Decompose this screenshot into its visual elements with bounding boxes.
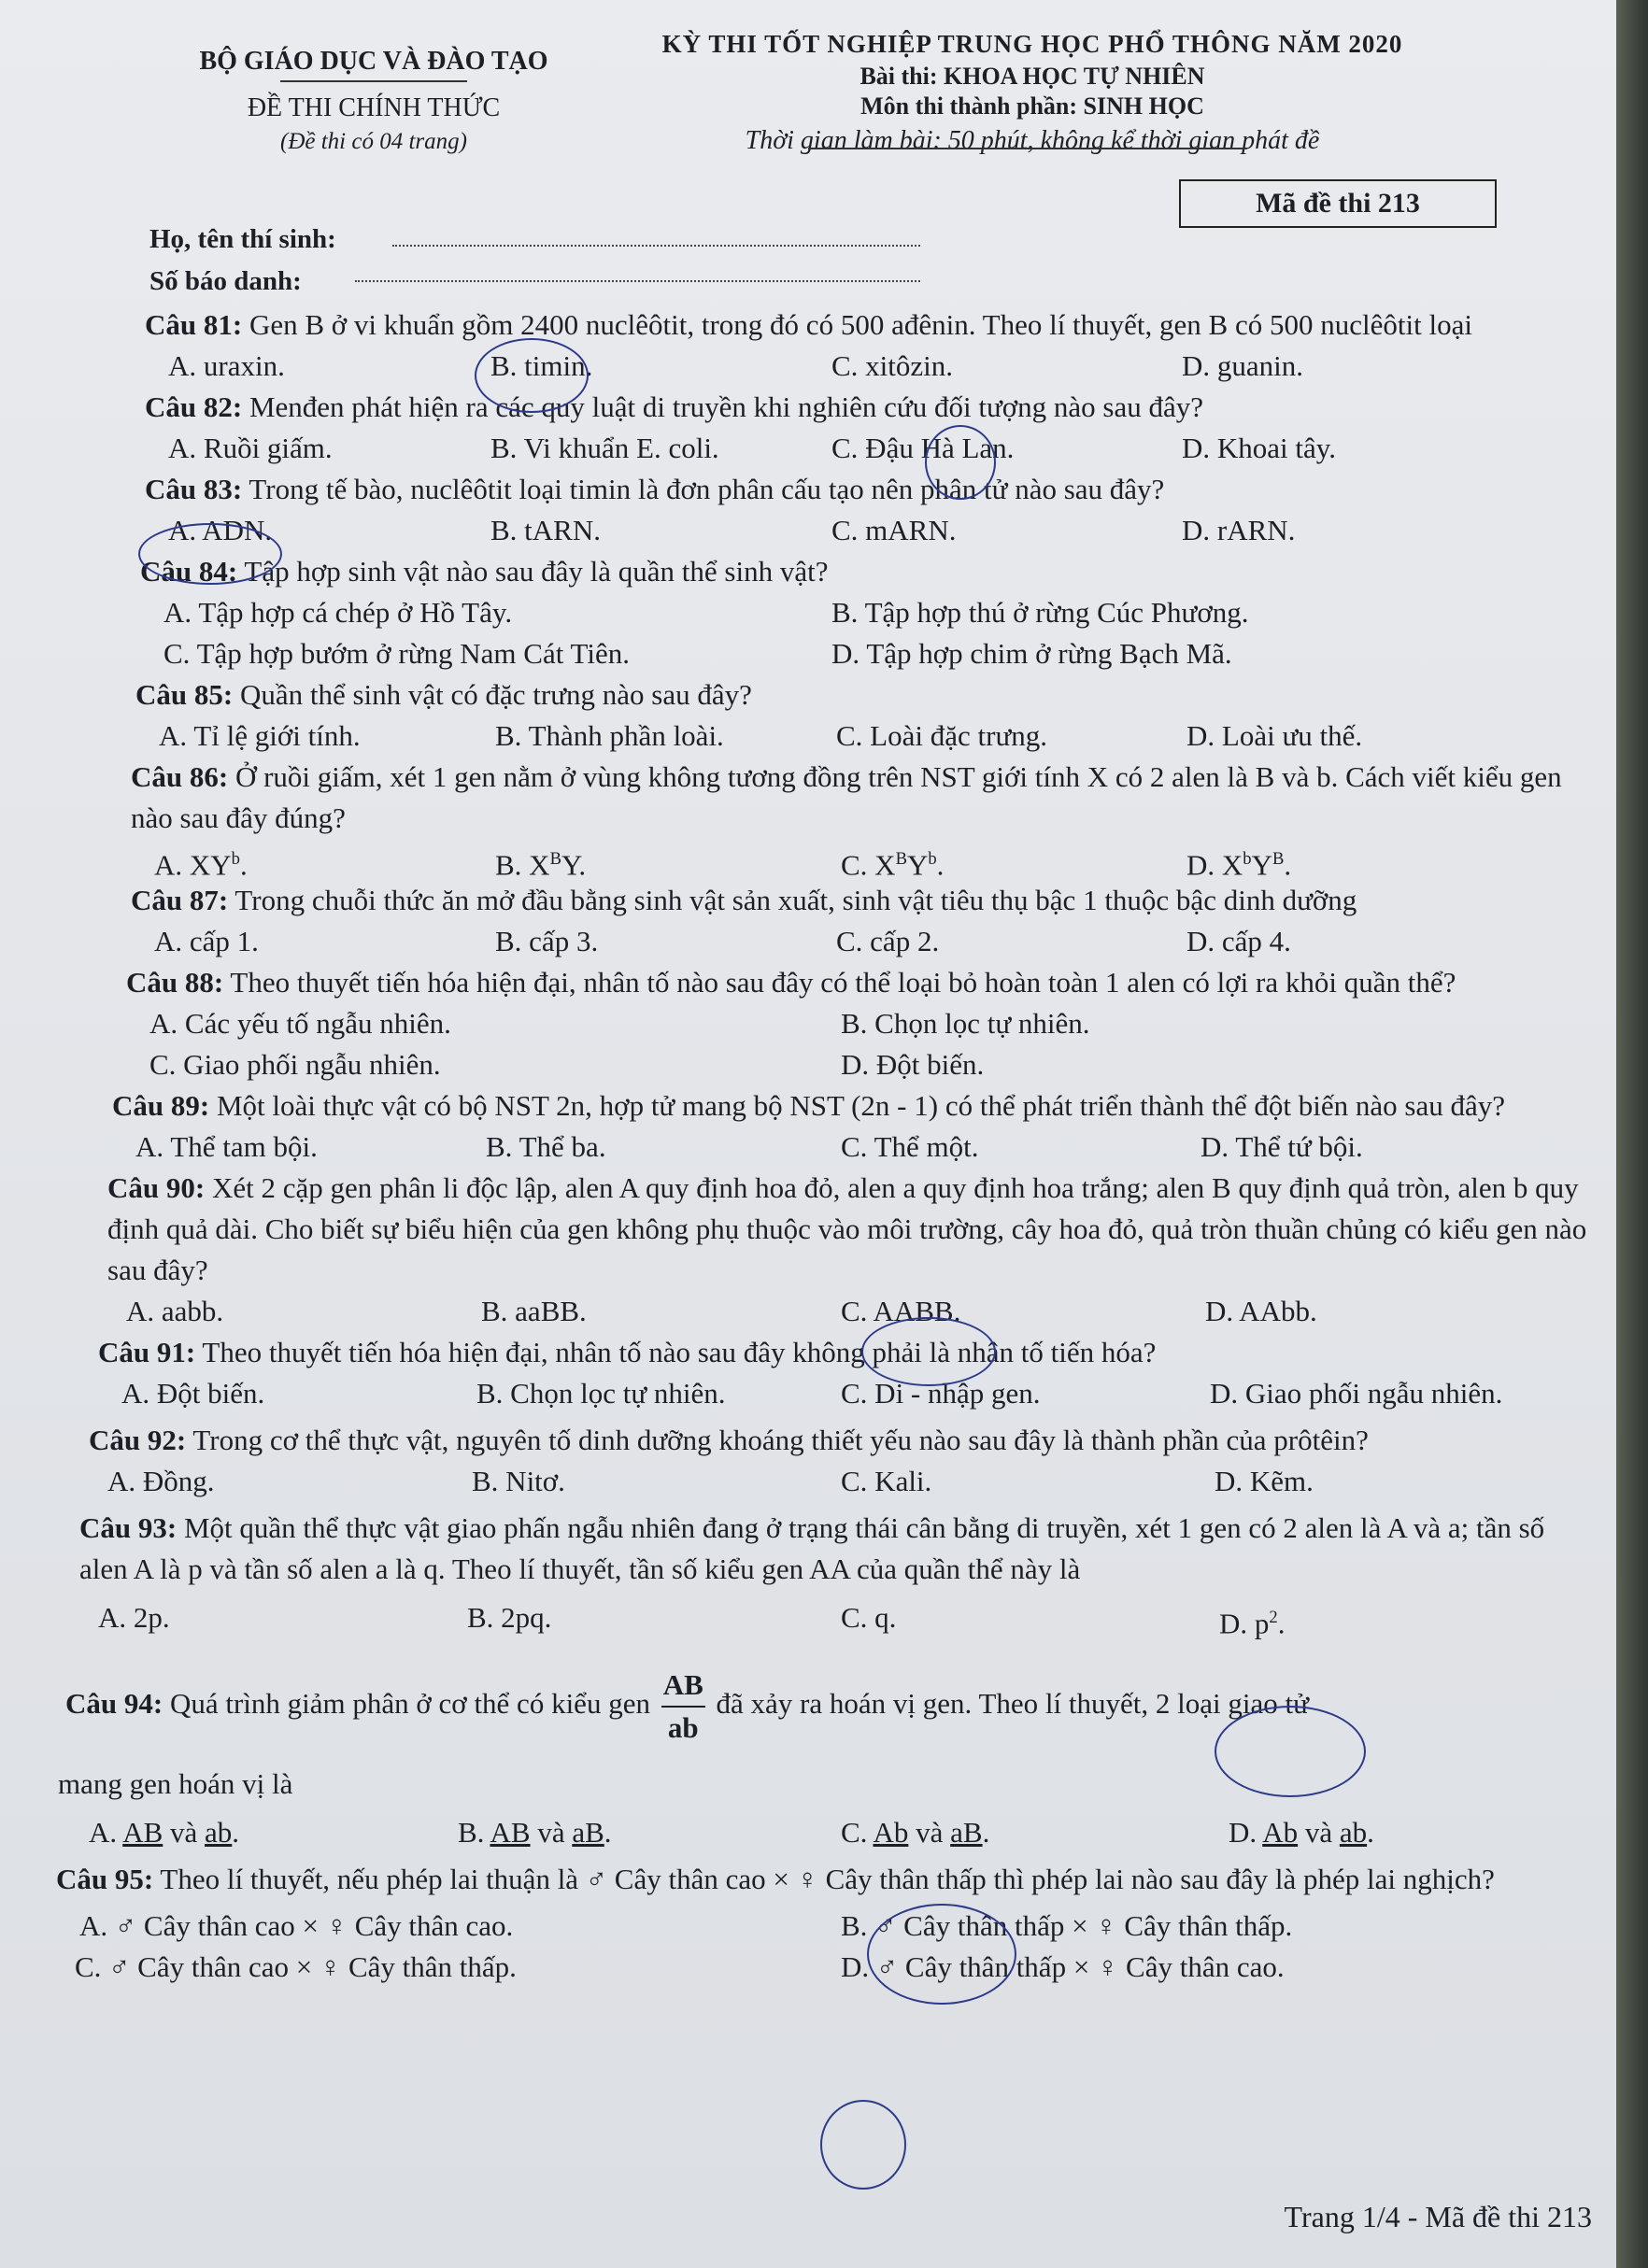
pen-circle-mark: [138, 523, 282, 585]
question-82: [56, 387, 1588, 428]
gamete: aB: [950, 1816, 983, 1849]
option-a[interactable]: A. Đột biến.: [121, 1377, 265, 1410]
option-c[interactable]: C. Tập hợp bướm ở rừng Nam Cát Tiên.: [163, 637, 630, 670]
pen-circle-mark: [867, 1904, 1016, 2005]
option-c[interactable]: C. ♂ Cây thân cao × ♀ Cây thân thấp.: [75, 1950, 517, 1983]
options-95-row2: [56, 1947, 1588, 1988]
options-83: [56, 510, 1588, 551]
pen-circle-mark: [1215, 1706, 1366, 1797]
option-b[interactable]: B. Thể ba.: [486, 1130, 606, 1163]
options-89: [56, 1127, 1588, 1168]
option-d[interactable]: D. Ab và ab.: [1229, 1816, 1374, 1849]
superscript: b: [928, 849, 937, 869]
option-b-label: B. X: [495, 848, 550, 882]
option-d[interactable]: D. Loài ưu thế.: [1186, 719, 1363, 752]
option-d[interactable]: D. ♂ Cây thân thấp × ♀ Cây thân cao.: [841, 1950, 1285, 1983]
question-84: [56, 551, 1588, 592]
option-d[interactable]: D. Tập hợp chim ở rừng Bạch Mã.: [831, 637, 1232, 670]
option-c[interactable]: C. Ab và aB.: [841, 1816, 990, 1849]
option-c[interactable]: C. xitôzin.: [831, 349, 954, 382]
option-d[interactable]: D. AAbb.: [1205, 1295, 1317, 1327]
options-95-row1: [56, 1906, 1588, 1947]
option-a[interactable]: A. cấp 1.: [154, 925, 259, 957]
header-divider-left: [280, 80, 467, 82]
exam-title: KỲ THI TỐT NGHIỆP TRUNG HỌC PHỔ THÔNG NĂM 2020: [661, 30, 1403, 58]
page-edge: [1616, 0, 1648, 2268]
question-text: Một loài thực vật có bộ NST 2n, hợp tử mang bộ NST (2n - 1) có thể phát triển thành thể đột biến nào sau đây?: [216, 1089, 1505, 1122]
options-86: [56, 839, 1588, 880]
question-text: Xét 2 cặp gen phân li độc lập, alen A quy định hoa đỏ, alen a quy định hoa trắng; alen B quy định quả tròn, alen b quy định quả dài. Cho biết sự biểu hiện của gen không phụ thuộc vào môi trường, cây hoa đỏ, quả tròn thuần chủng có kiểu gen nào sau đây?: [107, 1171, 1587, 1286]
question-number: Câu 89:: [112, 1089, 210, 1122]
question-number: Câu 93:: [79, 1511, 178, 1544]
question-92: [56, 1414, 1588, 1461]
options-92: [56, 1461, 1588, 1502]
question-number: Câu 95:: [56, 1863, 154, 1895]
candidate-id-label: Số báo danh:: [149, 266, 302, 296]
options-88-row1: [56, 1003, 1588, 1044]
question-81: [56, 305, 1588, 346]
option-c[interactable]: C. Di - nhập gen.: [841, 1377, 1041, 1410]
options-84-row2: [56, 633, 1588, 674]
candidate-name-label: Họ, tên thí sinh:: [149, 224, 336, 254]
question-number: Câu 91:: [98, 1336, 196, 1368]
option-a[interactable]: A. 2p.: [98, 1601, 170, 1634]
gamete: Ab: [873, 1816, 909, 1849]
pen-circle-mark: [861, 1317, 996, 1386]
option-c[interactable]: C. cấp 2.: [836, 925, 940, 957]
option-c-label: C. X: [841, 848, 896, 882]
question-text: Quần thể sinh vật có đặc trưng nào sau đây?: [239, 678, 752, 711]
question-number: Câu 86:: [131, 760, 229, 793]
question-number: Câu 90:: [107, 1171, 206, 1204]
option-c[interactable]: C. Thể một.: [841, 1130, 979, 1163]
option-d[interactable]: D. rARN.: [1182, 514, 1296, 546]
option-d[interactable]: D. Kẽm.: [1215, 1465, 1314, 1497]
option-a[interactable]: A. Tập hợp cá chép ở Hồ Tây.: [163, 596, 513, 629]
superscript: B: [895, 849, 907, 869]
options-93: [56, 1597, 1588, 1638]
question-text: Gen B ở vi khuẩn gồm 2400 nuclêôtit, trong đó có 500 ađênin. Theo lí thuyết, gen B có 500 nuclêôtit loại: [249, 308, 1472, 341]
superscript: B: [549, 849, 561, 869]
fraction-denominator: ab: [667, 1711, 699, 1744]
option-b[interactable]: B. timin.: [490, 349, 593, 382]
option-c[interactable]: C. Giao phối ngẫu nhiên.: [149, 1048, 441, 1081]
option-d[interactable]: D. cấp 4.: [1186, 925, 1291, 957]
question-text-cont: đã xảy ra hoán vị gen. Theo lí thuyết, 2 loại giao tử: [716, 1687, 1309, 1721]
option-c[interactable]: C. Kali.: [841, 1465, 932, 1497]
question-text: Theo thuyết tiến hóa hiện đại, nhân tố nào sau đây không phải là nhân tố tiến hóa?: [202, 1336, 1157, 1368]
option-a[interactable]: A. Ruồi giấm.: [168, 432, 333, 464]
page-footer: Trang 1/4 - Mã đề thi 213: [1284, 2200, 1592, 2233]
question-number: Câu 92:: [89, 1424, 187, 1456]
question-text: Quá trình giảm phân ở cơ thể có kiểu gen: [169, 1687, 650, 1721]
subject-group: Bài thi: KHOA HỌC TỰ NHIÊN: [860, 63, 1205, 90]
option-a[interactable]: A. $XY^b$.: [154, 848, 248, 882]
question-text: Theo thuyết tiến hóa hiện đại, nhân tố nào sau đây có thể loại bỏ hoàn toàn 1 alen có lợi ra khỏi quần thể?: [230, 966, 1456, 999]
option-d-label: D. p: [1219, 1607, 1270, 1640]
option-a-label: A. XY: [154, 848, 232, 882]
options-82: [56, 428, 1588, 469]
option-a[interactable]: A. ♂ Cây thân cao × ♀ Cây thân cao.: [79, 1909, 514, 1942]
pen-circle-mark: [475, 338, 589, 413]
question-number: Câu 87:: [131, 884, 229, 916]
question-number: Câu 82:: [145, 390, 243, 423]
question-text: Trong cơ thể thực vật, nguyên tố dinh dưỡng khoáng thiết yếu nào sau đây là thành phần của prôtêin?: [192, 1424, 1369, 1456]
conjunction: và: [916, 1816, 944, 1849]
question-number: Câu 84:: [140, 555, 238, 588]
question-83: [56, 469, 1588, 510]
option-b[interactable]: B. 2pq.: [467, 1601, 552, 1634]
question-text: Tập hợp sinh vật nào sau đây là quần thể sinh vật?: [244, 555, 829, 588]
option-a[interactable]: A. uraxin.: [168, 349, 285, 382]
pen-circle-mark: [820, 2100, 906, 2190]
question-number: Câu 83:: [145, 473, 243, 505]
option-b[interactable]: B. Tập hợp thú ở rừng Cúc Phương.: [831, 596, 1249, 629]
question-86: [56, 757, 1588, 839]
option-a[interactable]: A. ADN.: [168, 514, 273, 546]
gamete: AB: [122, 1816, 163, 1849]
option-a[interactable]: A. Thể tam bội.: [135, 1130, 318, 1163]
gamete: Ab: [1262, 1816, 1299, 1849]
header-right: [598, 30, 1467, 156]
gamete: AB: [490, 1816, 531, 1849]
question-text: Một quần thể thực vật giao phấn ngẫu nhiên đang ở trạng thái cân bằng di truyền, xét 1 gen có 2 alen là A và a; tần số alen A là p và tần số alen a là q. Theo lí thuyết, tần số kiểu gen AA của quần thể này là: [79, 1511, 1545, 1585]
option-b-tail: Y.: [561, 848, 587, 882]
option-b[interactable]: B. Chọn lọc tự nhiên.: [841, 1007, 1090, 1040]
superscript: b: [231, 849, 240, 869]
superscript: B: [1272, 849, 1285, 869]
gamete: aB: [572, 1816, 604, 1849]
superscript: 2: [1269, 1608, 1278, 1627]
question-89: [56, 1085, 1588, 1127]
question-95: [56, 1853, 1588, 1900]
question-number: Câu 85:: [135, 678, 234, 711]
conjunction: và: [170, 1816, 198, 1849]
options-90: [56, 1291, 1588, 1332]
option-d-label: D.: [1229, 1816, 1257, 1849]
gamete: ab: [205, 1816, 233, 1849]
options-85: [56, 716, 1588, 757]
options-87: [56, 921, 1588, 962]
question-text: Theo lí thuyết, nếu phép lai thuận là ♂ Cây thân cao × ♀ Cây thân thấp thì phép lai nào sau đây là phép lai nghịch?: [160, 1863, 1495, 1895]
option-a-label: A.: [89, 1816, 118, 1849]
candidate-id-field[interactable]: [355, 280, 920, 282]
option-d-label: D. X: [1186, 848, 1243, 882]
options-91: [56, 1373, 1588, 1414]
exam-code-box: Mã đề thi 213: [1179, 179, 1497, 228]
option-c[interactable]: C. Đậu Hà Lan.: [831, 432, 1015, 464]
question-87: [56, 880, 1588, 921]
option-c[interactable]: C. $X^BY^b$.: [841, 848, 945, 882]
question-text: Trong chuỗi thức ăn mở đầu bằng sinh vật sản xuất, sinh vật tiêu thụ bậc 1 thuộc bậc dinh dưỡng: [234, 884, 1357, 916]
conjunction: và: [537, 1816, 565, 1849]
option-a[interactable]: A. AB và ab.: [89, 1816, 240, 1849]
y-chromosome: Y: [1251, 848, 1272, 882]
option-c[interactable]: C. mARN.: [831, 514, 957, 546]
options-94: [56, 1812, 1588, 1853]
time-limit: Thời gian làm bài: 50 phút, không kể thời gian phát đề: [745, 126, 1320, 155]
options-81: [56, 346, 1588, 387]
superscript: b: [1243, 849, 1252, 869]
option-b[interactable]: B. Thành phần loài.: [495, 719, 724, 752]
question-85: [56, 674, 1588, 716]
option-b[interactable]: B. Chọn lọc tự nhiên.: [476, 1377, 726, 1410]
option-c[interactable]: C. Loài đặc trưng.: [836, 719, 1047, 752]
question-91: [56, 1332, 1588, 1373]
header-divider-right: [808, 148, 1247, 149]
question-90: [56, 1168, 1588, 1291]
subject: Môn thi thành phần: SINH HỌC: [860, 92, 1204, 120]
fraction-numerator: AB: [661, 1665, 705, 1708]
option-b[interactable]: B. aaBB.: [481, 1295, 587, 1327]
genotype-fraction: [661, 1665, 705, 1749]
y-chromosome: Y: [906, 848, 929, 882]
option-d[interactable]: D. guanin.: [1182, 349, 1304, 382]
question-text: Menđen phát hiện ra các quy luật di truyền khi nghiên cứu đối tượng nào sau đây?: [249, 390, 1204, 423]
option-a[interactable]: A. Đồng.: [107, 1465, 215, 1497]
option-b[interactable]: B. AB và aB.: [458, 1816, 612, 1849]
option-b[interactable]: B. ♂ Cây thân thấp × ♀ Cây thân thấp.: [841, 1909, 1293, 1942]
question-88: [56, 962, 1588, 1003]
question-text: Ở ruồi giấm, xét 1 gen nằm ở vùng không tương đồng trên NST giới tính X có 2 alen là B và b. Cách viết kiểu gen nào sau đây đúng?: [131, 760, 1562, 834]
candidate-name-field[interactable]: [392, 245, 920, 247]
option-d[interactable]: D. Đột biến.: [841, 1048, 985, 1081]
option-a[interactable]: A. aabb.: [126, 1295, 224, 1327]
option-d[interactable]: D. $p^2$.: [1219, 1607, 1286, 1640]
option-a[interactable]: A. Các yếu tố ngẫu nhiên.: [149, 1007, 451, 1040]
option-b[interactable]: B. tARN.: [490, 514, 601, 546]
option-d[interactable]: D. $X^bY^B$.: [1186, 848, 1292, 882]
conjunction: và: [1304, 1816, 1333, 1849]
question-number: Câu 81:: [145, 308, 243, 341]
official-label: ĐỀ THI CHÍNH THỨC: [247, 93, 501, 122]
option-b[interactable]: [495, 839, 586, 886]
gamete: ab: [1339, 1816, 1368, 1849]
option-b[interactable]: B. Nitơ.: [472, 1465, 565, 1497]
options-84-row1: [56, 592, 1588, 633]
option-d[interactable]: D. Khoai tây.: [1182, 432, 1337, 464]
pen-circle-mark: [925, 425, 996, 500]
question-93: [56, 1502, 1588, 1590]
question-text: Trong tế bào, nuclêôtit loại timin là đơn phân cấu tạo nên phân tử nào sau đây?: [249, 473, 1165, 505]
option-d[interactable]: D. Thể tứ bội.: [1200, 1130, 1363, 1163]
option-c[interactable]: C. q.: [841, 1601, 897, 1634]
pages-note: (Đề thi có 04 trang): [280, 129, 467, 154]
ministry-name: BỘ GIÁO DỤC VÀ ĐÀO TẠO: [199, 47, 548, 76]
option-b[interactable]: B. Vi khuẩn E. coli.: [490, 432, 719, 464]
options-88-row2: [56, 1044, 1588, 1085]
option-a[interactable]: A. Tỉ lệ giới tính.: [159, 719, 361, 752]
header-left: [178, 47, 570, 155]
option-c-label: C.: [841, 1816, 868, 1849]
question-number: Câu 88:: [126, 966, 224, 999]
option-d[interactable]: D. Giao phối ngẫu nhiên.: [1210, 1377, 1503, 1410]
option-b-label: B.: [458, 1816, 485, 1849]
option-b[interactable]: B. cấp 3.: [495, 925, 599, 957]
question-text-end: mang gen hoán vị là: [58, 1767, 293, 1800]
option-c[interactable]: C. AABB.: [841, 1295, 961, 1327]
question-number: Câu 94:: [65, 1687, 163, 1721]
